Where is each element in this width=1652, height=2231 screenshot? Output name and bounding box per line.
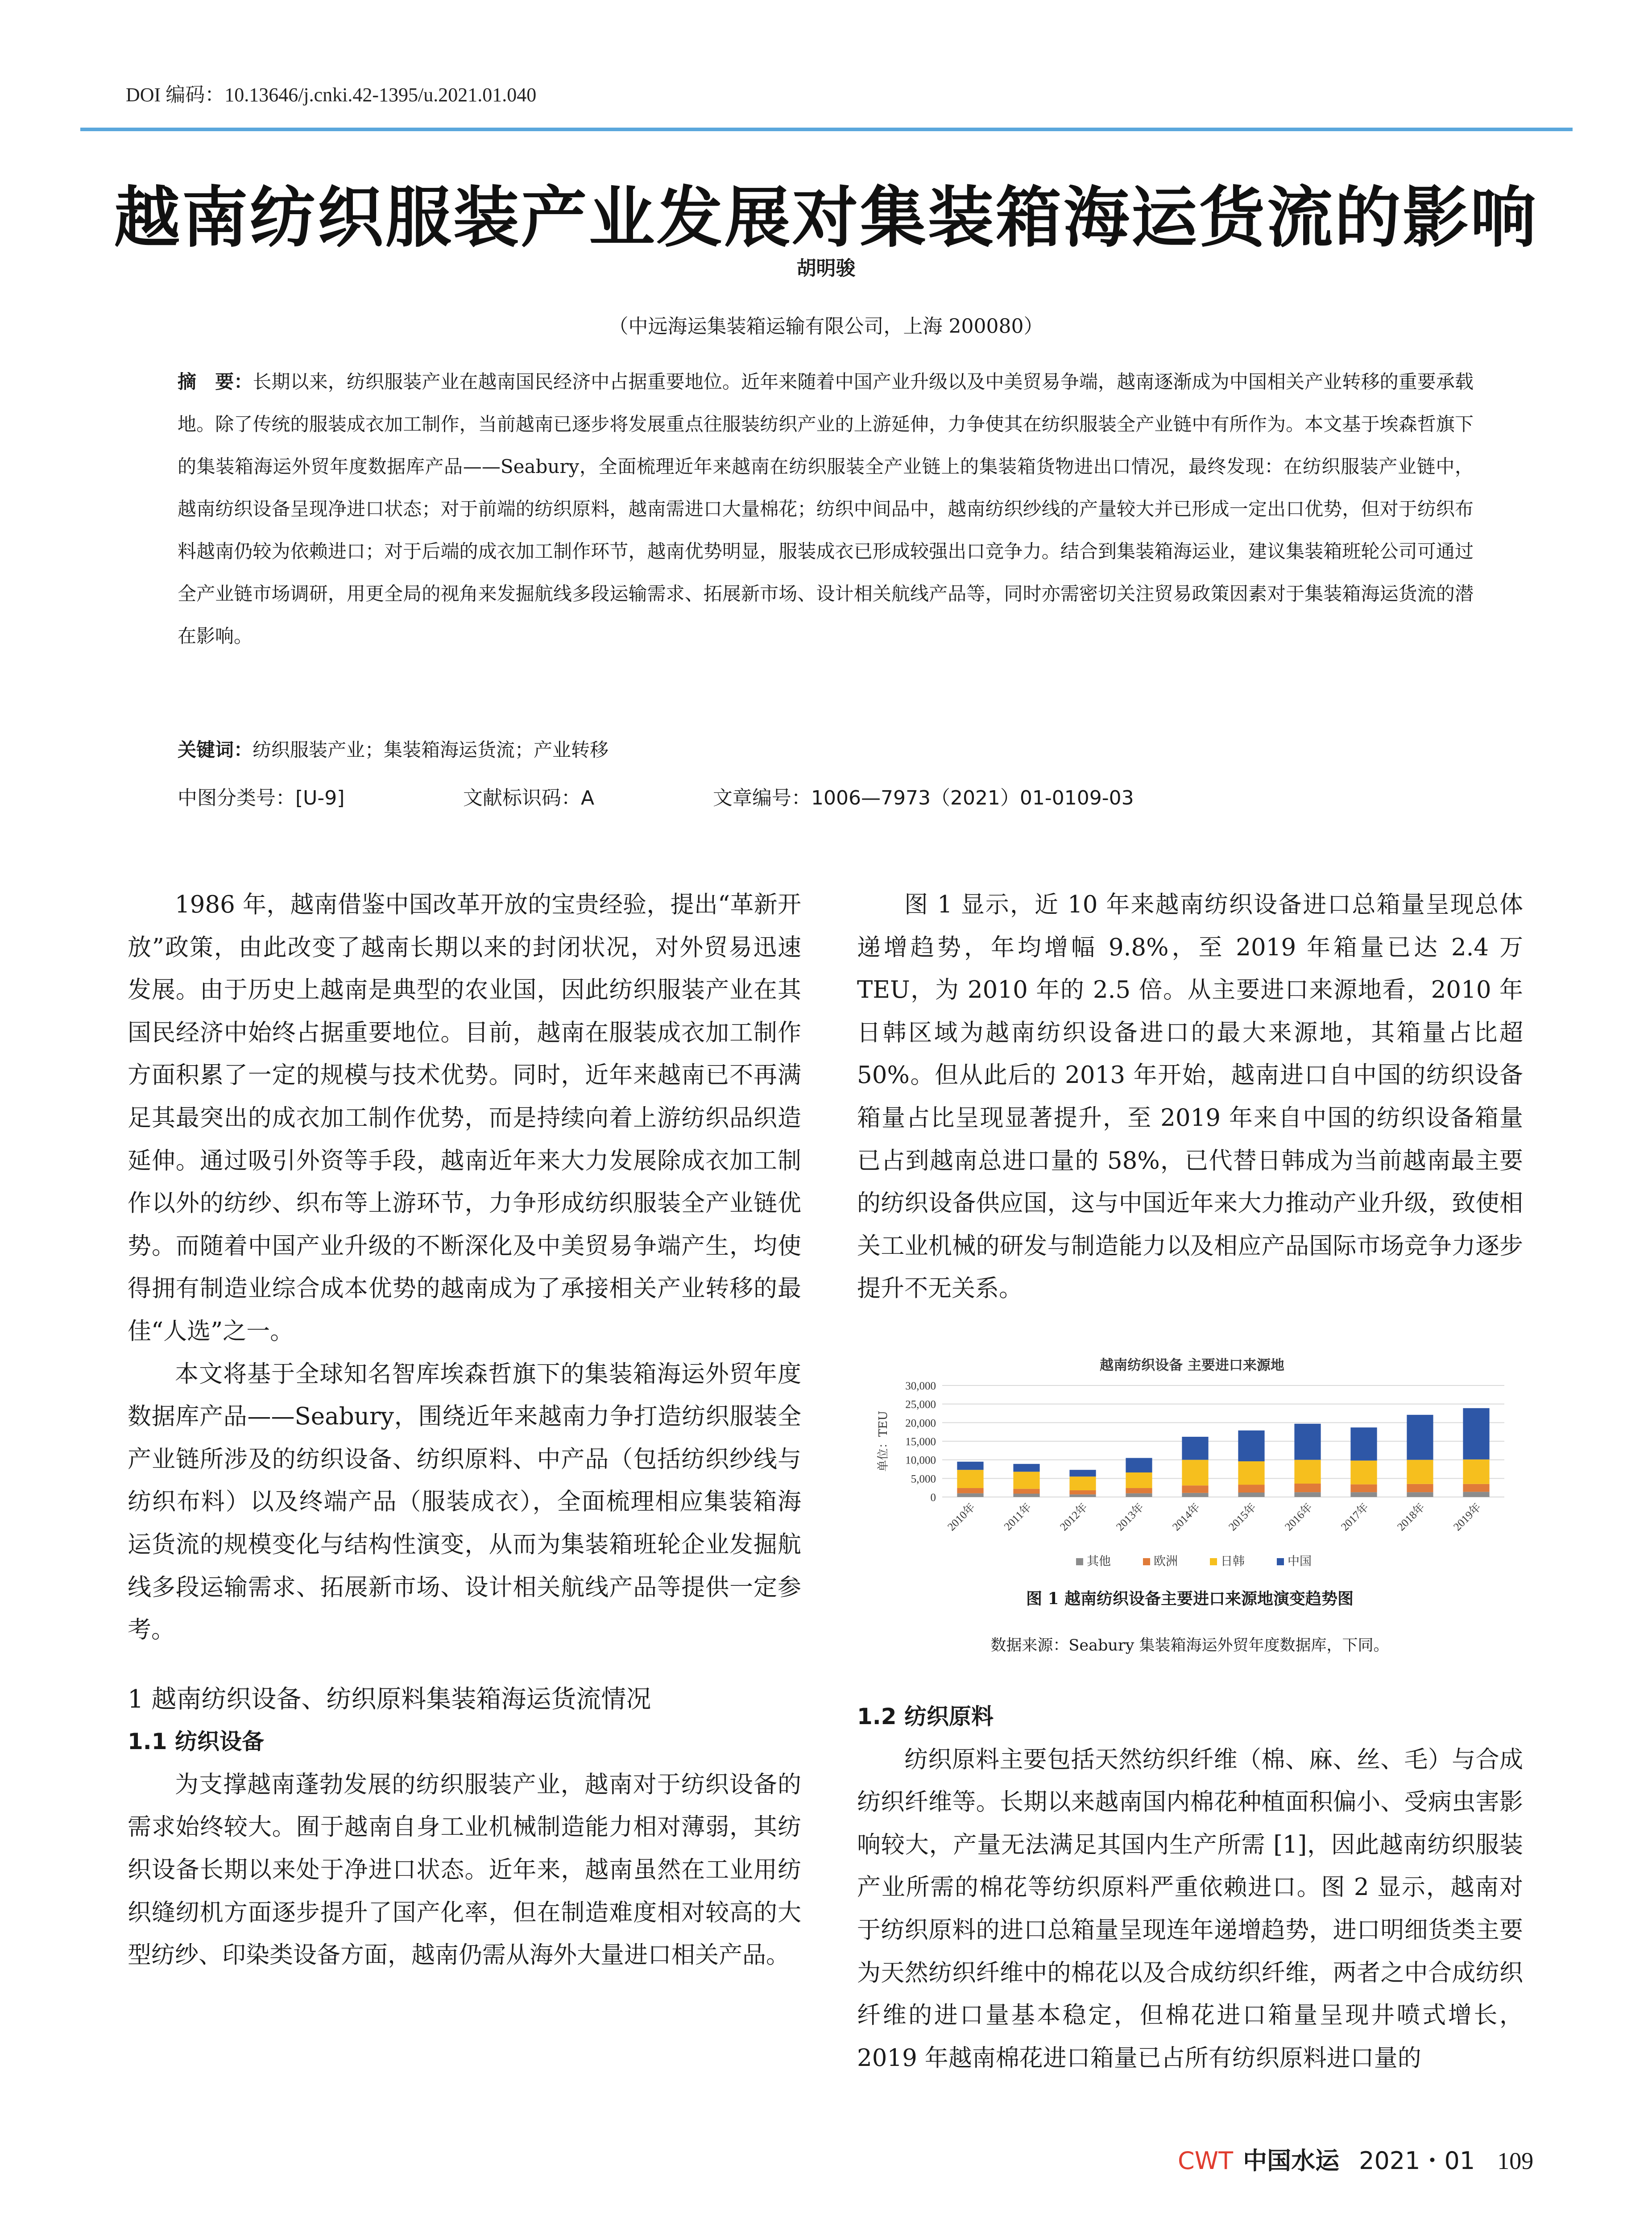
- y-tick-label: 25,000: [905, 1398, 936, 1411]
- bar-segment: [1294, 1424, 1321, 1460]
- bar-segment: [957, 1470, 983, 1488]
- x-tick-label: 2013年: [1114, 1501, 1147, 1534]
- abstract-text: 长期以来，纺织服装产业在越南国民经济中占据重要地位。近年来随着中国产业升级以及中美贸易争端，越南逐渐成为中国相关产业转移的重要承载地。除了传统的服装成衣加工制作，当前越南已逐步将发展重点往服装纺织产业的上游延伸，力争使其在纺织服装全产业链中有所作为。本文基于埃森哲旗下的集装箱海运外贸年度数据库产品——Seabury，全面梳理近年来越南在纺织服装全产业链上的集装箱货物进出口情况，最终发现：在纺织服装产业链中，越南纺织设备呈现净进口状态；对于前端的纺织原料，越南需进口大量棉花；纺织中间品中，越南纺织纱线的产量较大并已形成一定出口优势，但对于纺织布料越南仍较为依赖进口；对于后端的成衣加工制作环节，越南优势明显，服装成衣已形成较强出口竞争力。结合到集装箱海运业，建议集装箱班轮公司可通过全产业链市场调研，用更全局的视角来发掘航线多段运输需求、拓展新市场、设计相关航线产品等，同时亦需密切关注贸易政策因素对于集装箱海运货流的潜在影响。: [178, 371, 1474, 647]
- body-paragraph: 本文将基于全球知名智库埃森哲旗下的集装箱海运外贸年度数据库产品——Seabury，围绕近年来越南力争打造纺织服装全产业链所涉及的纺织设备、纺织原料、中产品（包括纺织纱线与纺织布料）以及终端产品（服装成衣），全面梳理相应集装箱海运货流的规模变化与结构性演变，从而为集装箱班轮企业发掘航线多段运输需求、拓展新市场、设计相关航线产品等提供一定参考。: [128, 1360, 801, 1644]
- bars: [957, 1408, 1489, 1497]
- x-tick-label: 2016年: [1283, 1501, 1315, 1534]
- bar-segment: [1407, 1460, 1433, 1484]
- legend-swatch: [1143, 1558, 1150, 1565]
- body-paragraph: 1986 年，越南借鉴中国改革开放的宝贵经验，提出“革新开放”政策，由此改变了越南长期以来的封闭状况，对外贸易迅速发展。由于历史上越南是典型的农业国，因此纺织服装产业在其国民经济中始终占据重要地位。目前，越南在服装成衣加工制作方面积累了一定的规模与技术优势。同时，近年来越南已不再满足其最突出的成衣加工制作优势，而是持续向着上游纺织品织造延伸。通过吸引外资等手段，越南近年来大力发展除成衣加工制作以外的纺纱、织布等上游环节，力争形成纺织服装全产业链优势。而随着中国产业升级的不断深化及中美贸易争端产生，均使得拥有制造业综合成本优势的越南成为了承接相关产业转移的最佳“人选”之一。: [128, 891, 801, 1345]
- y-tick-label: 10,000: [905, 1454, 936, 1467]
- bar-segment: [1013, 1494, 1039, 1497]
- bar-segment: [1069, 1476, 1096, 1490]
- body-paragraph: 图 1 显示，近 10 年来越南纺织设备进口总箱量呈现总体递增趋势，年均增幅 9.8%，至 2019 年箱量已达 2.4 万 TEU，为 2010 年的 2.5 倍。从主要进口来源地看，2010 年日韩区域为越南纺织设备进口的最大来源地，其箱量占比超 50%。但从此后的 2013 年开始，越南进口自中国的纺织设备箱量占比呈现显著提升，至 2019 年来自中国的纺织设备箱量已占到越南总进口量的 58%，已代替日韩成为当前越南最主要的纺织设备供应国，这与中国近年来大力推动产业升级，致使相关工业机械的研发与制造能力以及相应产品国际市场竞争力逐步提升不无关系。: [857, 891, 1523, 1302]
- body-paragraph: 为支撑越南蓬勃发展的纺织服装产业，越南对于纺织设备的需求始终较大。囿于越南自身工业机械制造能力相对薄弱，其纺织设备长期以来处于净进口状态。近年来，越南虽然在工业用纺织缝纫机方面逐步提升了国产化率，但在制造难度相对较高的大型纺纱、印染类设备方面，越南仍需从海外大量进口相关产品。: [128, 1771, 801, 1969]
- bar-segment: [1350, 1485, 1377, 1493]
- bar-segment: [957, 1488, 983, 1493]
- bar-segment: [1463, 1492, 1489, 1497]
- x-tick-label: 2015年: [1226, 1501, 1259, 1534]
- x-tick-label: 2011年: [1002, 1501, 1034, 1533]
- figure-caption: 图 1 越南纺织设备主要进口来源地演变趋势图: [1026, 1589, 1354, 1608]
- y-tick-label: 5,000: [911, 1473, 936, 1485]
- bar-segment: [1126, 1488, 1152, 1493]
- y-axis-ticks: [905, 1380, 936, 1504]
- bar-segment: [1350, 1460, 1377, 1484]
- issue: 2021・01: [1359, 2147, 1475, 2175]
- page-footer: [1178, 2142, 1533, 2176]
- journal-name: 中国水运: [1243, 2146, 1340, 2175]
- bar-segment: [1069, 1490, 1096, 1494]
- bar-segment: [957, 1493, 983, 1497]
- bar-segment: [1350, 1427, 1377, 1460]
- chart: [853, 1352, 1527, 1584]
- bar-segment: [1013, 1464, 1039, 1472]
- bar-segment: [1013, 1489, 1039, 1494]
- x-tick-label: 2019年: [1451, 1501, 1484, 1534]
- legend-label: 其他: [1087, 1555, 1111, 1568]
- bar-segment: [1238, 1461, 1264, 1485]
- right-column-bottom: [857, 1696, 1523, 2079]
- bar-segment: [1238, 1485, 1264, 1493]
- bar-segment: [1407, 1492, 1433, 1497]
- bar-segment: [1294, 1484, 1321, 1492]
- x-tick-label: 2012年: [1058, 1501, 1090, 1534]
- keywords-text: 纺织服装产业；集装箱海运货流；产业转移: [253, 739, 609, 761]
- bar-segment: [1182, 1437, 1208, 1460]
- keywords: [178, 735, 609, 762]
- x-axis-ticks: [945, 1501, 1483, 1533]
- bar-segment: [1463, 1408, 1489, 1460]
- figure-source: 数据来源：Seabury 集装箱海运外贸年度数据库，下同。: [990, 1637, 1389, 1655]
- y-tick-label: 15,000: [905, 1436, 936, 1448]
- legend: [1076, 1555, 1312, 1568]
- bar-segment: [1126, 1458, 1152, 1473]
- x-tick-label: 2017年: [1339, 1501, 1371, 1534]
- article-number: 文章编号：1006—7973（2021）01-0109-03: [713, 787, 1134, 809]
- x-tick-label: 2014年: [1170, 1501, 1203, 1534]
- bar-segment: [1294, 1492, 1321, 1497]
- bar-segment: [1350, 1492, 1377, 1497]
- y-tick-label: 30,000: [905, 1380, 936, 1392]
- bar-segment: [1407, 1484, 1433, 1492]
- y-tick-label: 20,000: [905, 1417, 936, 1430]
- abstract: [178, 361, 1474, 657]
- bar-segment: [957, 1462, 983, 1470]
- chart-title: 越南纺织设备 主要进口来源地: [1100, 1357, 1284, 1373]
- y-tick-label: 0: [930, 1492, 936, 1504]
- legend-swatch: [1076, 1558, 1083, 1565]
- subsection-heading: 1.2 纺织原料: [857, 1704, 994, 1729]
- right-column-top: [857, 883, 1523, 1310]
- y-axis-label: 单位：TEU: [877, 1410, 890, 1472]
- affiliation: （中远海运集装箱运输有限公司，上海 200080）: [609, 315, 1043, 338]
- keywords-label: 关键词：: [178, 739, 253, 761]
- bar-segment: [1013, 1472, 1039, 1489]
- bar-segment: [1126, 1493, 1152, 1497]
- header-rule: [80, 128, 1573, 131]
- bar-segment: [1407, 1415, 1433, 1460]
- bar-segment: [1126, 1472, 1152, 1488]
- author: 胡明骏: [796, 257, 856, 280]
- x-tick-label: 2010年: [945, 1501, 978, 1534]
- paper-title: 越南纺织服装产业发展对集装箱海运货流的影响: [114, 179, 1538, 256]
- clc-number: 中图分类号：[U-9]: [178, 787, 345, 809]
- bar-segment: [1182, 1493, 1208, 1497]
- legend-label: 欧洲: [1154, 1555, 1178, 1568]
- bar-segment: [1069, 1494, 1096, 1497]
- bar-segment: [1463, 1484, 1489, 1492]
- bar-segment: [1463, 1460, 1489, 1484]
- legend-swatch: [1277, 1558, 1284, 1565]
- section-heading: 1 越南纺织设备、纺织原料集装箱海运货流情况: [128, 1684, 651, 1714]
- document-code: 文献标识码：A: [463, 787, 595, 809]
- classification-line: [178, 782, 1134, 810]
- legend-label: 中国: [1288, 1555, 1312, 1568]
- bar-segment: [1182, 1485, 1208, 1493]
- bar-segment: [1238, 1431, 1264, 1461]
- abstract-label: 摘 要：: [178, 371, 253, 393]
- bar-segment: [1238, 1493, 1264, 1497]
- subsection-heading: 1.1 纺织设备: [128, 1729, 264, 1755]
- legend-label: 日韩: [1221, 1555, 1245, 1568]
- x-tick-label: 2018年: [1395, 1501, 1428, 1534]
- bar-segment: [1182, 1460, 1208, 1486]
- journal-brand: CWT: [1178, 2147, 1234, 2175]
- doi-line: DOI 编码：10.13646/j.cnki.42-1395/u.2021.01.040: [126, 84, 537, 106]
- bar-segment: [1069, 1470, 1096, 1476]
- legend-swatch: [1210, 1558, 1217, 1565]
- bar-segment: [1294, 1460, 1321, 1484]
- left-column: [128, 883, 801, 1977]
- page-number: 109: [1497, 2148, 1534, 2174]
- body-paragraph: 纺织原料主要包括天然纺织纤维（棉、麻、丝、毛）与合成纺织纤维等。长期以来越南国内棉花种植面积偏小、受病虫害影响较大，产量无法满足其国内生产所需 [1]，因此越南纺织服装产业所需的棉花等纺织原料严重依赖进口。图 2 显示，越南对于纺织原料的进口总箱量呈现连年递增趋势，进口明细货类主要为天然纺织纤维中的棉花以及合成纺织纤维，两者之中合成纺织纤维的进口量基本稳定，但棉花进口箱量呈现井喷式增长，2019 年越南棉花进口箱量已占所有纺织原料进口量的: [857, 1746, 1523, 2072]
